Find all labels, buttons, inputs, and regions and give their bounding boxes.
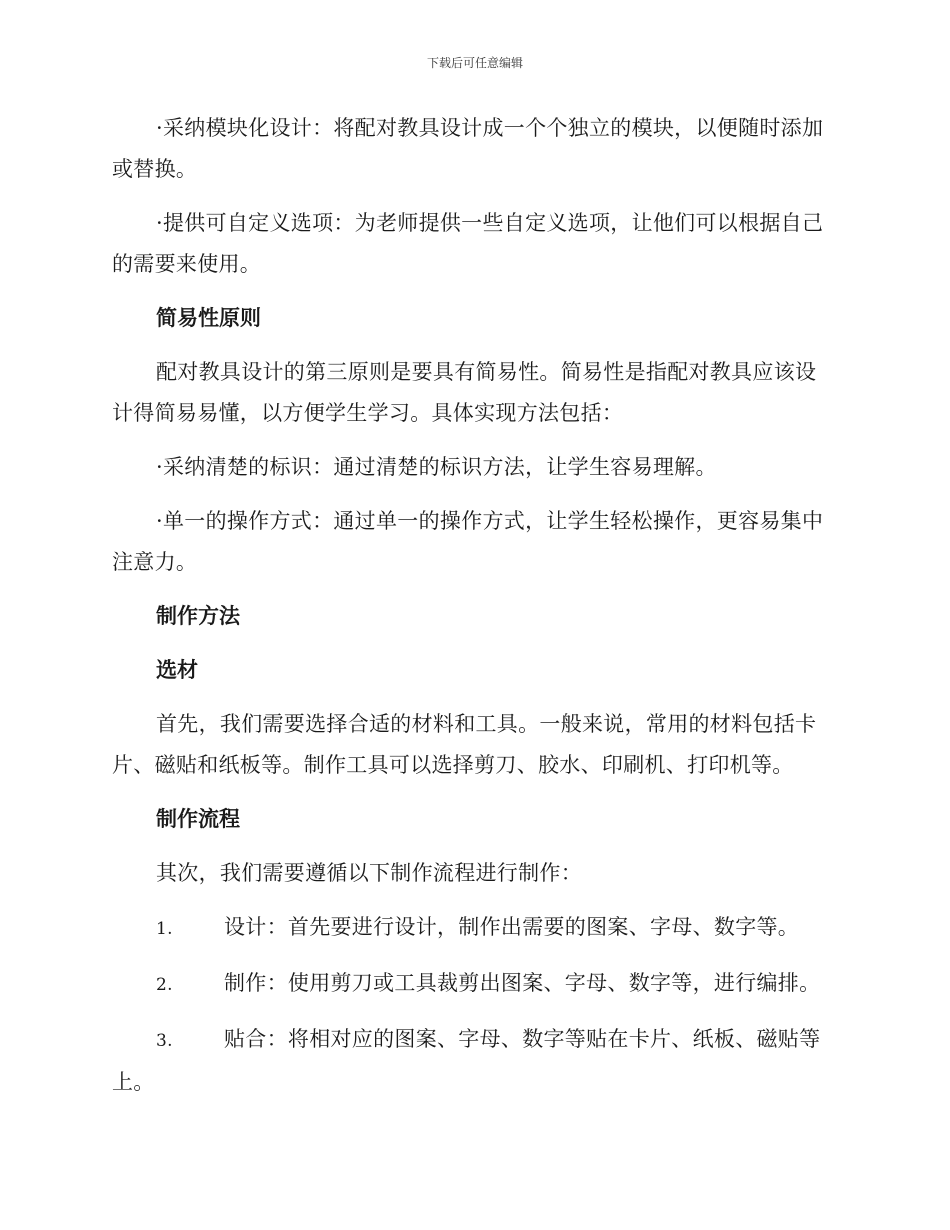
- heading-simplicity-principle: 简易性原则: [156, 306, 261, 330]
- paragraph-clear-labels: ·采纳清楚的标识：通过清楚的标识方法，让学生容易理解。: [156, 455, 717, 479]
- list-item-number: 1.: [156, 919, 173, 939]
- list-item: [112, 907, 834, 950]
- document-body: [112, 108, 834, 1116]
- list-item-text: 制作：使用剪刀或工具裁剪出图案、字母、数字等，进行编排。: [224, 971, 821, 995]
- paragraph-custom-options: ·提供可自定义选项：为老师提供一些自定义选项，让他们可以根据自己的需要来使用。: [112, 211, 824, 276]
- page-header: 下载后可任意编辑: [426, 56, 523, 70]
- paragraph-single-operation: ·单一的操作方式：通过单一的操作方式，让学生轻松操作，更容易集中注意力。: [112, 509, 824, 574]
- list-item: [112, 1019, 834, 1103]
- paragraph-materials: 首先，我们需要选择合适的材料和工具。一般来说，常用的材料包括卡片、磁贴和纸板等。制作工具可以选择剪刀、胶水、印刷机、打印机等。: [112, 712, 817, 777]
- list-item-number: 2.: [156, 975, 173, 995]
- list-item: [112, 963, 834, 1006]
- paragraph-process-intro: 其次，我们需要遵循以下制作流程进行制作：: [156, 861, 582, 885]
- heading-material-selection: 选材: [156, 658, 198, 682]
- heading-production-method: 制作方法: [156, 604, 240, 628]
- paragraph-modular-design: ·采纳模块化设计：将配对教具设计成一个个独立的模块，以便随时添加或替换。: [112, 116, 824, 181]
- paragraph-simplicity-intro: 配对教具设计的第三原则是要具有简易性。简易性是指配对教具应该设计得简易易懂，以方便学生学习。具体实现方法包括：: [112, 360, 817, 425]
- list-item-text: 设计：首先要进行设计，制作出需要的图案、字母、数字等。: [224, 915, 800, 939]
- heading-production-process: 制作流程: [156, 807, 240, 831]
- list-item-text: 贴合：将相对应的图案、字母、数字等贴在卡片、纸板、磁贴等上。: [112, 1027, 821, 1094]
- list-item-number: 3.: [156, 1031, 173, 1051]
